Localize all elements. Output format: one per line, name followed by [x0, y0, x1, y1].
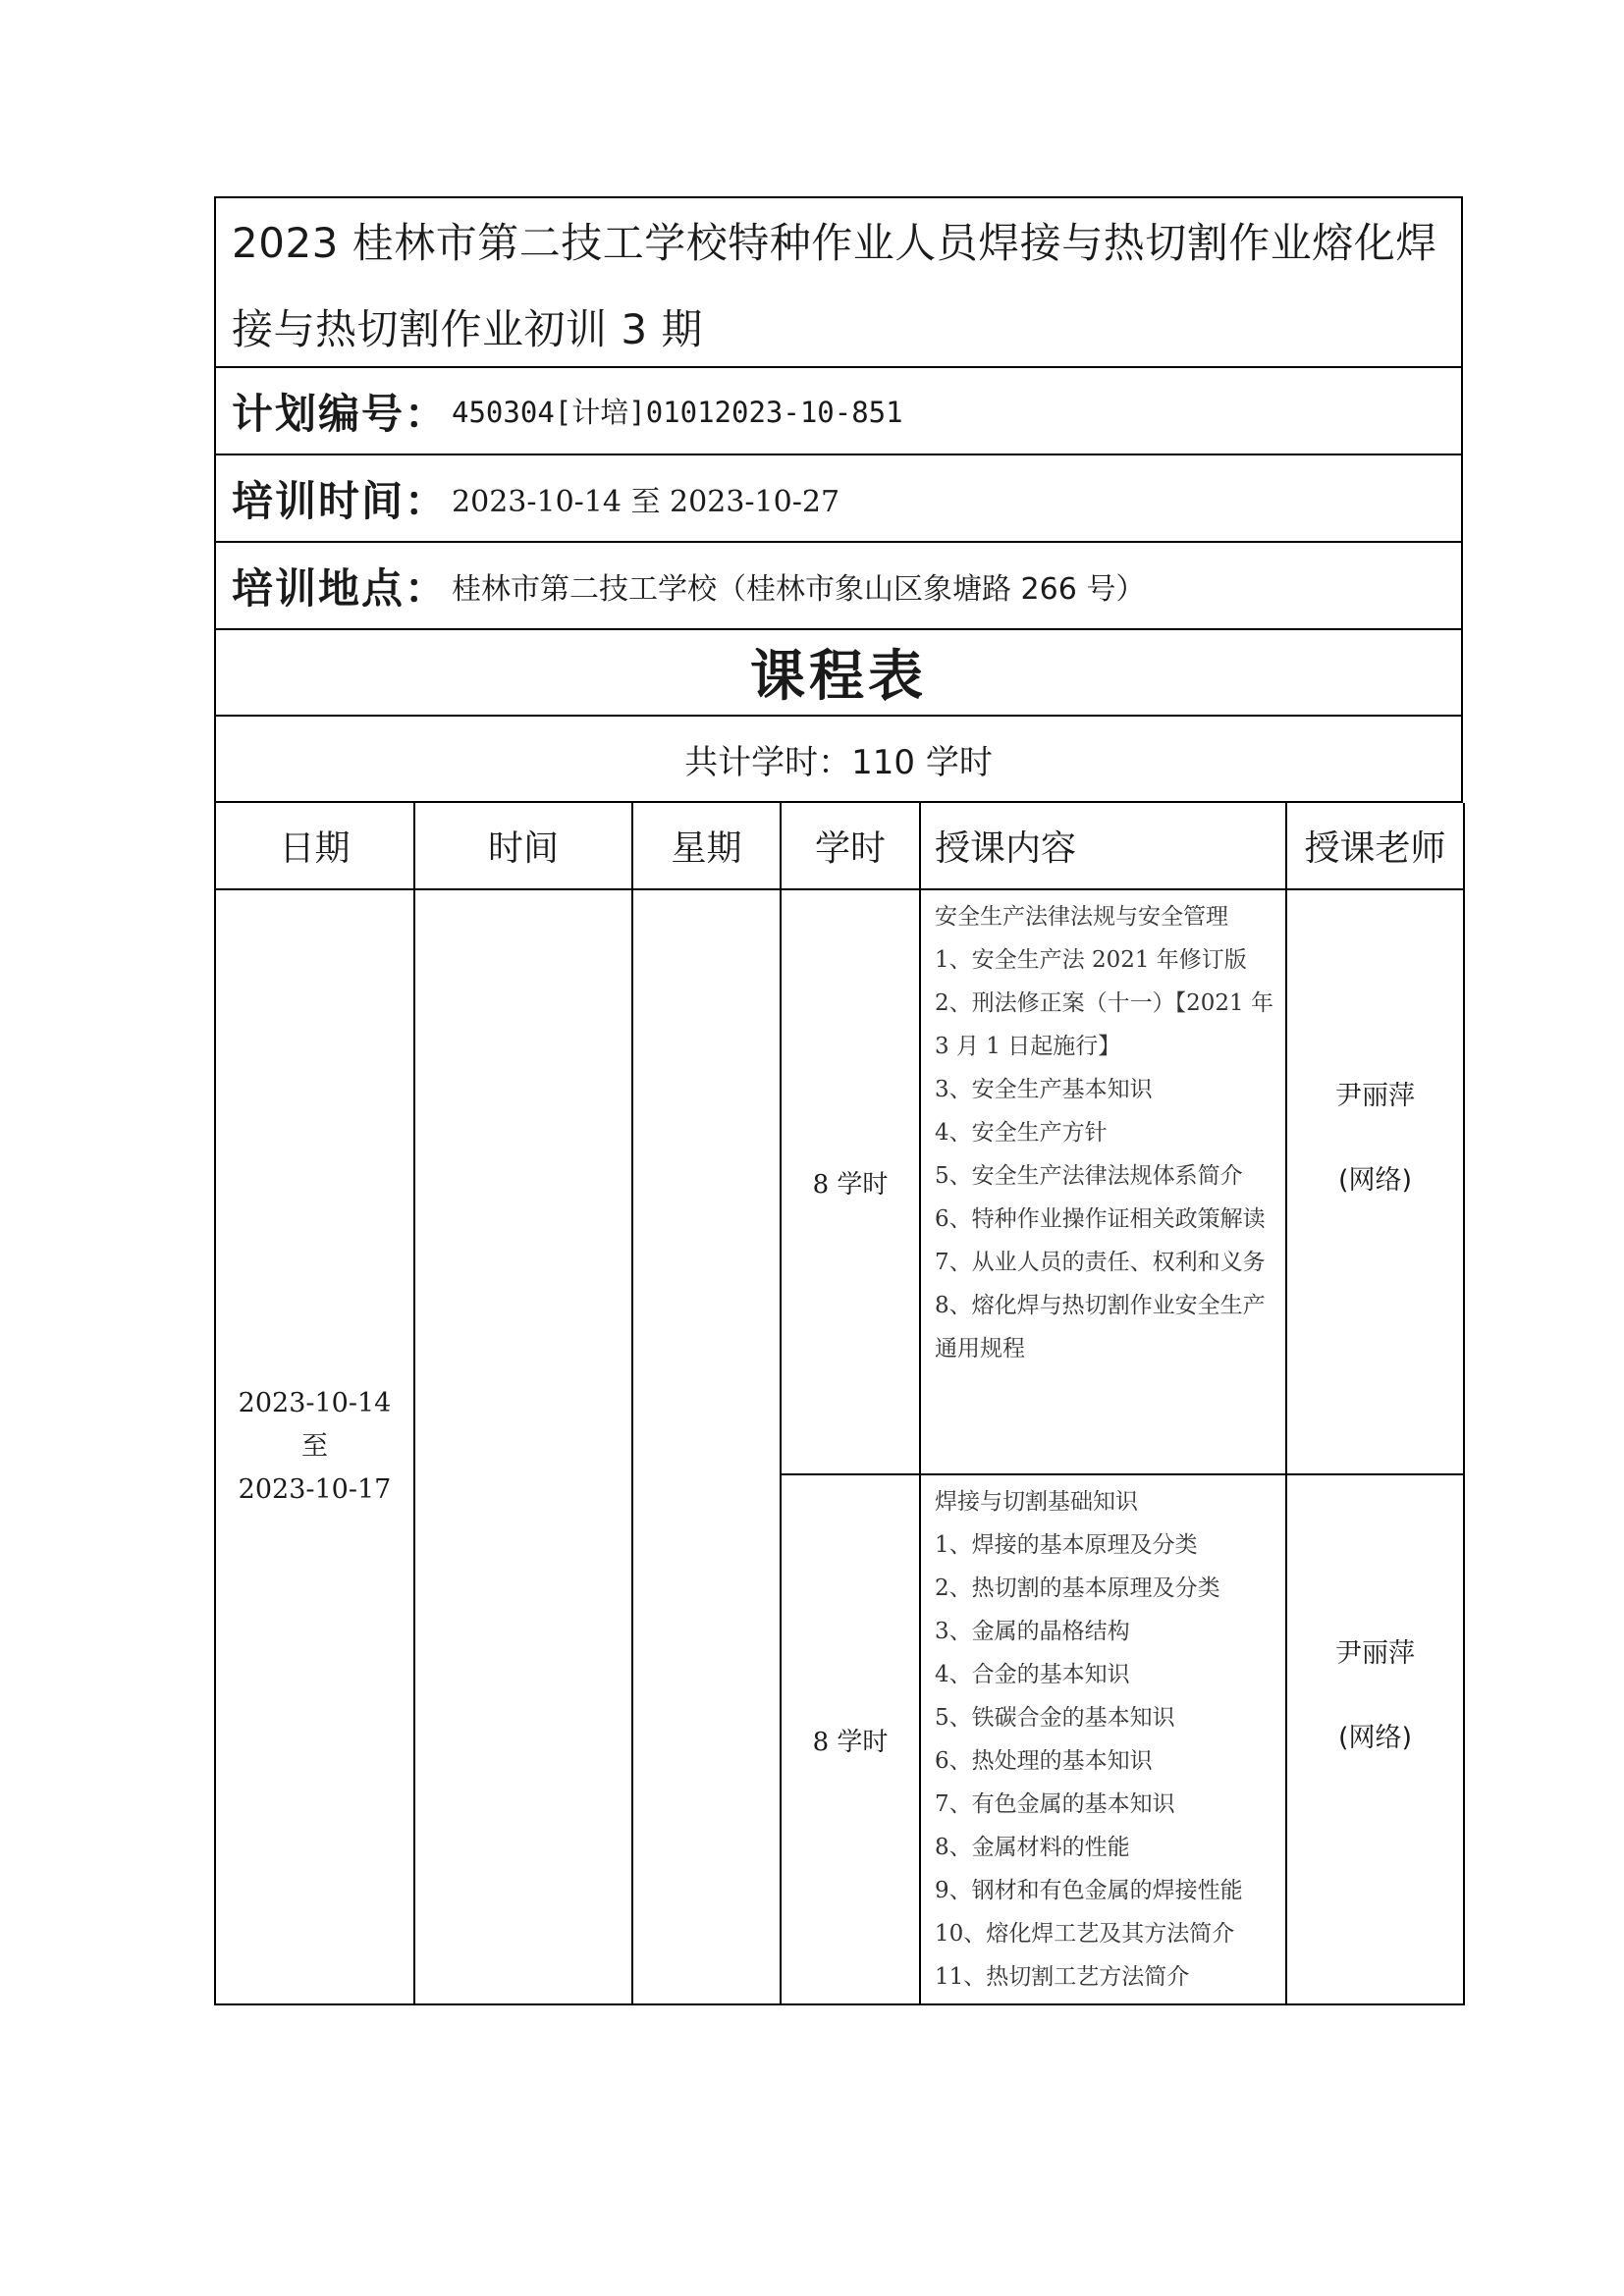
- teacher-name: 尹丽萍: [1335, 1638, 1415, 1669]
- content-line: 焊接与切割基础知识: [935, 1489, 1138, 1515]
- schedule-table: [214, 803, 1465, 2005]
- training-location-row: [214, 543, 1463, 630]
- content-line: 1、焊接的基本原理及分类: [935, 1532, 1198, 1558]
- content-line: 1、安全生产法 2021 年修订版: [935, 947, 1247, 973]
- content-line: 2、热切割的基本原理及分类: [935, 1575, 1220, 1601]
- schedule-title: 课程表: [214, 630, 1463, 717]
- content-line: 9、钢材和有色金属的焊接性能: [935, 1878, 1243, 1903]
- column-header-weekday: 星期: [632, 803, 781, 889]
- content-line: 4、安全生产方针: [935, 1120, 1108, 1146]
- content-line: 2、刑法修正案（十一）【2021 年 3 月 1 日起施行】: [935, 990, 1273, 1059]
- training-location-label: 培训地点：: [232, 563, 449, 613]
- time-cell: [414, 889, 632, 2004]
- content-line: 8、金属材料的性能: [935, 1835, 1130, 1860]
- content-line: 3、安全生产基本知识: [935, 1077, 1153, 1102]
- training-time-value: 2023-10-14 至 2023-10-27: [452, 484, 840, 519]
- content-line: 3、金属的晶格结构: [935, 1619, 1130, 1644]
- content-line: 11、热切割工艺方法简介: [935, 1964, 1190, 1990]
- teacher-note: (网络): [1337, 1723, 1413, 1753]
- content-line: 7、从业人员的责任、权利和义务: [935, 1250, 1266, 1275]
- session-hours-cell: 8 学时: [781, 889, 920, 1474]
- document-title: 2023 桂林市第二技工学校特种作业人员焊接与热切割作业熔化焊接与热切割作业初训 3 期: [232, 219, 1437, 353]
- column-header-hours: 学时: [781, 803, 920, 889]
- plan-number-label: 计划编号：: [232, 389, 449, 438]
- column-header-teacher: 授课老师: [1286, 803, 1464, 889]
- content-line: 6、热处理的基本知识: [935, 1748, 1153, 1774]
- content-line: 5、安全生产法律法规体系简介: [935, 1163, 1243, 1189]
- session-content-cell: [920, 889, 1286, 1474]
- column-header-date: 日期: [215, 803, 414, 889]
- training-time-label: 培训时间：: [232, 476, 449, 525]
- session-content-cell: [920, 1474, 1286, 2004]
- total-hours: 共计学时：110 学时: [214, 717, 1463, 803]
- teacher-cell: [1286, 1474, 1464, 2004]
- session-hours-cell: 8 学时: [781, 1474, 920, 2004]
- content-line: 5、铁碳合金的基本知识: [935, 1705, 1175, 1731]
- date-to: 2023-10-17: [238, 1474, 392, 1505]
- title-row: [214, 196, 1463, 368]
- date-range-cell: [215, 889, 414, 2004]
- content-line: 4、合金的基本知识: [935, 1662, 1130, 1687]
- training-time-row: [214, 455, 1463, 543]
- weekday-cell: [632, 889, 781, 2004]
- training-location-value: 桂林市第二技工学校（桂林市象山区象塘路 266 号）: [452, 571, 1146, 607]
- column-header-time: 时间: [414, 803, 632, 889]
- teacher-note: (网络): [1337, 1165, 1413, 1196]
- plan-number-value: 450304[计培]01012023-10-851: [452, 396, 903, 429]
- course-schedule-sheet: [214, 196, 1463, 2005]
- plan-number-row: [214, 368, 1463, 455]
- content-line: 安全生产法律法规与安全管理: [935, 904, 1228, 930]
- content-line: 7、有色金属的基本知识: [935, 1791, 1175, 1817]
- table-header-row: [215, 803, 1464, 889]
- date-to-word: 至: [301, 1431, 328, 1462]
- teacher-cell: [1286, 889, 1464, 1474]
- content-line: 10、熔化焊工艺及其方法简介: [935, 1921, 1235, 1947]
- table-row: [215, 889, 1464, 1474]
- content-line: 6、特种作业操作证相关政策解读: [935, 1206, 1266, 1232]
- teacher-name: 尹丽萍: [1335, 1081, 1415, 1111]
- content-line: 8、熔化焊与热切割作业安全生产通用规程: [935, 1293, 1266, 1362]
- date-from: 2023-10-14: [238, 1388, 392, 1418]
- column-header-content: 授课内容: [920, 803, 1286, 889]
